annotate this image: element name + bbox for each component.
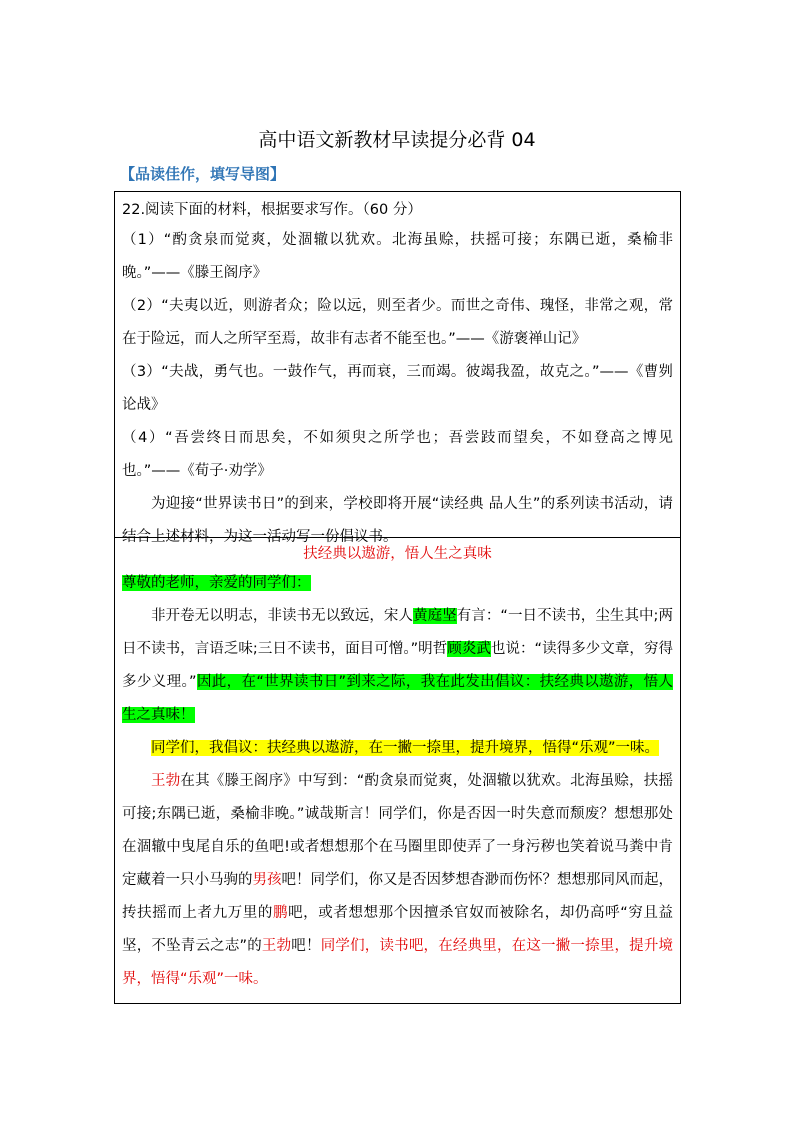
p1-name-huang: 黄庭坚 — [413, 608, 457, 624]
page-title: 高中语文新教材早读提分必背 04 — [258, 129, 536, 151]
material-4: （4）“吾尝终日而思矣，不如须臾之所学也；吾尝跂而望矣，不如登高之博见也。”——《荀子·劝学》 — [122, 430, 673, 479]
essay-paragraph-3 — [122, 765, 673, 996]
p1-name-gu: 顾炎武 — [447, 641, 491, 657]
p1-text-c: 也说：“读得多少文章，穷得多少义理。” — [122, 641, 673, 690]
essay-paragraph-2 — [122, 732, 673, 765]
p3-text-c: 吧，或者想想那个因擅杀官奴而被除名，却仍高呼“穷且益坚，不坠青云之志”的 — [122, 905, 674, 954]
material-1: （1）“酌贪泉而觉爽，处涸辙以犹欢。北海虽赊，扶摇可接；东隅已逝，桑榆非晚。”——《滕王阁序》 — [122, 232, 673, 281]
p3-call-to-action: 同学们，读书吧，在经典里，在这一撇一捺里，提升境界，悟得“乐观”一味。 — [122, 938, 674, 987]
p3-name-wangbo: 王勃 — [151, 773, 181, 789]
greeting-highlight: 尊敬的老师，亲爱的同学们： — [122, 575, 311, 591]
prompt-heading: 22.阅读下面的材料，根据要求写作。（60 分） — [122, 202, 422, 218]
p3-name-wangbo-2: 王勃 — [261, 938, 292, 954]
p1-text-a: 非开卷无以明志，非读书无以致远，宋人 — [151, 608, 414, 624]
essay-greeting — [122, 567, 673, 600]
section-label: 【品读佳作，填写导图】 — [120, 165, 286, 183]
p3-text-b: 吧！同学们，你又是否因梦想杳渺而伤怀？想想那同风而起，抟扶摇而上者九万里的 — [122, 872, 673, 921]
prompt-box — [114, 191, 681, 545]
p3-text-a: 在其《滕王阁序》中写到：“酌贪泉而觉爽，处涸辙以犹欢。北海虽赊，扶摇可接;东隅已逝，桑榆非晚。”诚哉斯言！同学们，你是否因一时失意而颓废？想想那处在涸辙中曳尾自乐的鱼吧!或者想想那个在马圈里即使弄了一身污秽也笑着说马粪中肯定藏着一只小马驹的 — [122, 773, 674, 888]
material-2: （2）“夫夷以近，则游者众；险以远，则至者少。而世之奇伟、瑰怪，非常之观，常在于险远，而人之所罕至焉，故非有志者不能至也。”——《游褒禅山记》 — [122, 298, 673, 347]
p3-peng: 鹏 — [272, 905, 289, 921]
writing-task: 为迎接“世界读书日”的到来，学校即将开展“读经典 品人生”的系列读书活动，请结合上述材料，为这一活动写一份倡议书。 — [122, 496, 673, 545]
essay-paragraph-1 — [122, 600, 673, 732]
p1-thesis: 因此，在“世界读书日”到来之际，我在此发出倡议：扶经典以遨游，悟人生之真味！ — [122, 674, 673, 723]
p3-boy: 男孩 — [252, 872, 282, 888]
p1-text-b: 有言：“一日不读书，尘生其中;两日不读书，言语乏味;三日不读书，面目可憎。”明哲 — [122, 608, 674, 657]
essay-title: 扶经典以遨游，悟人生之真味 — [303, 546, 492, 562]
material-3: （3）“夫战，勇气也。一鼓作气，再而衰，三而竭。彼竭我盈，故克之。”——《曹刿论战》 — [122, 364, 673, 413]
essay-box — [114, 537, 681, 1004]
p3-text-d: 吧！ — [291, 938, 321, 954]
p2-proposal: 同学们，我倡议：扶经典以遨游，在一撇一捺里，提升境界，悟得“乐观”一味。 — [151, 740, 660, 756]
